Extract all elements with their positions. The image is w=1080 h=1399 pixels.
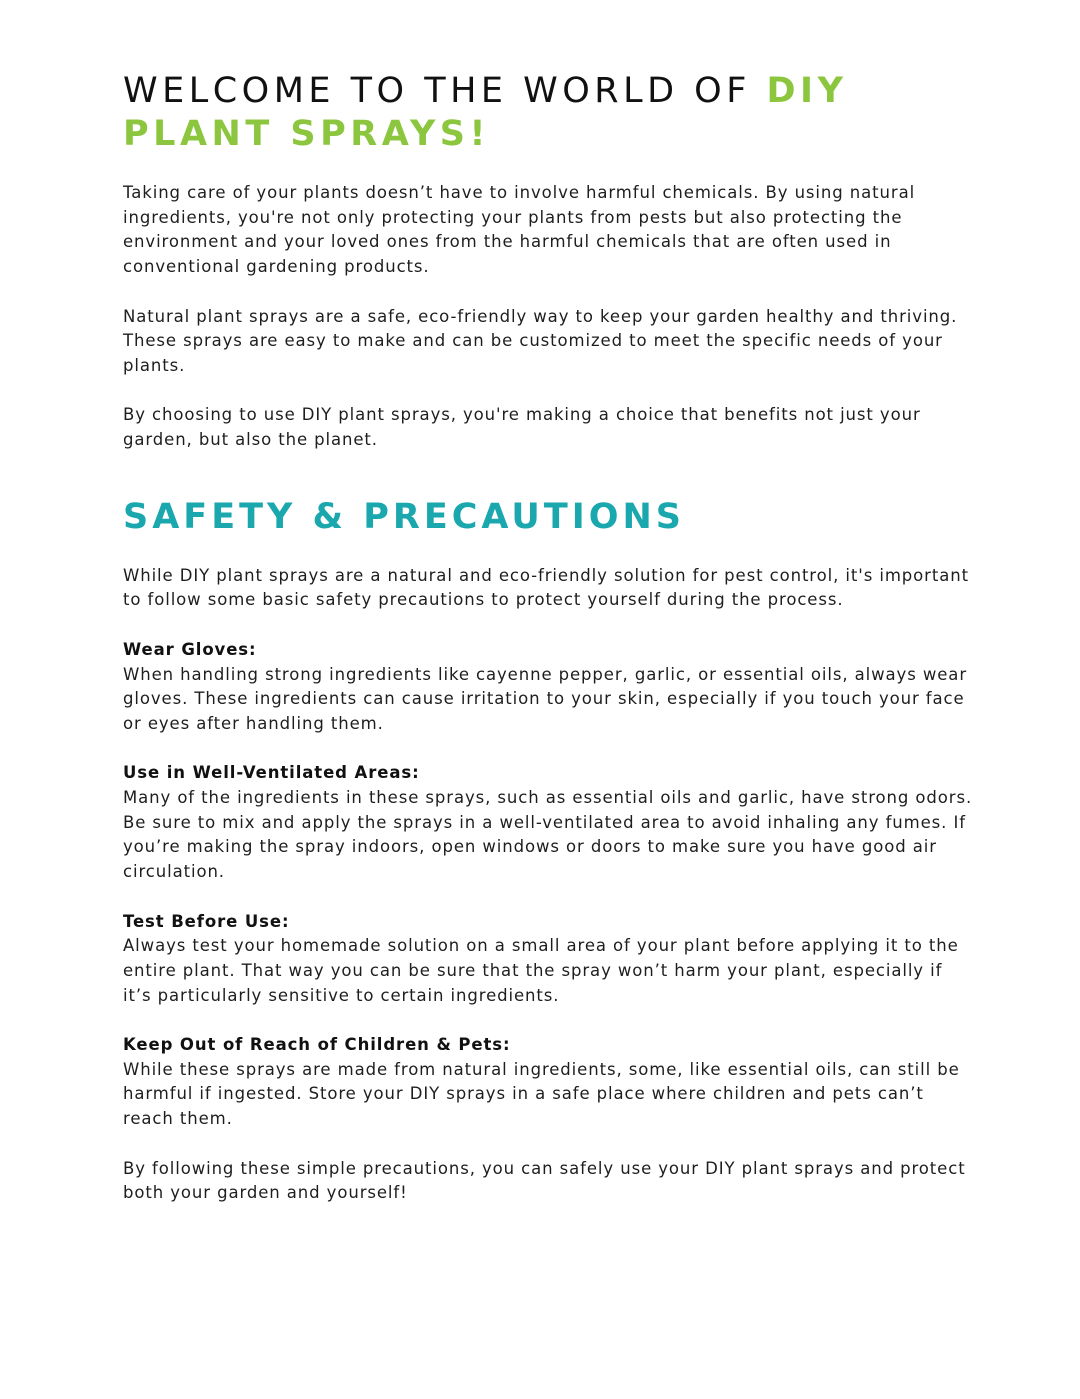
safety-item-test <box>123 910 973 1009</box>
document-page <box>123 70 973 1206</box>
safety-item-text: Always test your homemade solution on a small area of your plant before applying it to the entire plant. That way you can be sure that the spray won’t harm your plant, especially if it’s particularly sensitive to certain ingredients. <box>123 936 959 1005</box>
safety-item-gloves <box>123 638 973 737</box>
safety-item-text: While these sprays are made from natural ingredients, some, like essential oils, can still be harmful if ingested. Store your DIY sprays in a safe place where children and pets can’t reach them. <box>123 1059 960 1129</box>
title-accent-text: DIY PLANT SPRAYS! <box>123 71 848 154</box>
safety-item-heading: Test Before Use: <box>123 911 290 931</box>
safety-item-ventilation <box>123 761 973 885</box>
safety-item-text: Many of the ingredients in these sprays, such as essential oils and garlic, have strong odors. Be sure to mix and apply the sprays in a well-ventilated area to avoid inhaling any fumes. If you’re making the spray indoors, open windows or doors to make sure you have good air circulation. <box>123 788 973 882</box>
section-title-safety: SAFETY & PRECAUTIONS <box>123 496 686 537</box>
safety-item-heading: Keep Out of Reach of Children & Pets: <box>123 1035 511 1054</box>
safety-closing-paragraph: By following these simple precautions, you can safely use your DIY plant sprays and protect both your garden and yourself! <box>123 1158 966 1203</box>
page-title <box>123 70 973 156</box>
safety-item-children-pets <box>123 1033 973 1132</box>
safety-intro-paragraph: While DIY plant sprays are a natural and eco-friendly solution for pest control, it's important to follow some basic safety precautions to protect yourself during the process. <box>123 565 969 610</box>
safety-item-heading: Use in Well-Ventilated Areas: <box>123 763 420 783</box>
intro-paragraph-1: Taking care of your plants doesn’t have to involve harmful chemicals. By using natural ingredients, you're not only protecting your plants from pests but also protecting the environment and your loved ones from the harmful chemicals that are often used in conventional gardening products. <box>123 183 916 277</box>
safety-item-text: When handling strong ingredients like cayenne pepper, garlic, or essential oils, always wear gloves. These ingredients can cause irritation to your skin, especially if you touch your face or eyes after handling them. <box>123 664 967 733</box>
intro-paragraph-2: Natural plant sprays are a safe, eco-friendly way to keep your garden healthy and thriving. These sprays are easy to make and can be customized to meet the specific needs of your plants. <box>123 306 958 375</box>
safety-item-heading: Wear Gloves: <box>123 639 257 659</box>
intro-paragraph-3: By choosing to use DIY plant sprays, you're making a choice that benefits not just your garden, but also the planet. <box>123 405 921 449</box>
title-plain-text: WELCOME TO THE WORLD OF <box>123 71 767 111</box>
